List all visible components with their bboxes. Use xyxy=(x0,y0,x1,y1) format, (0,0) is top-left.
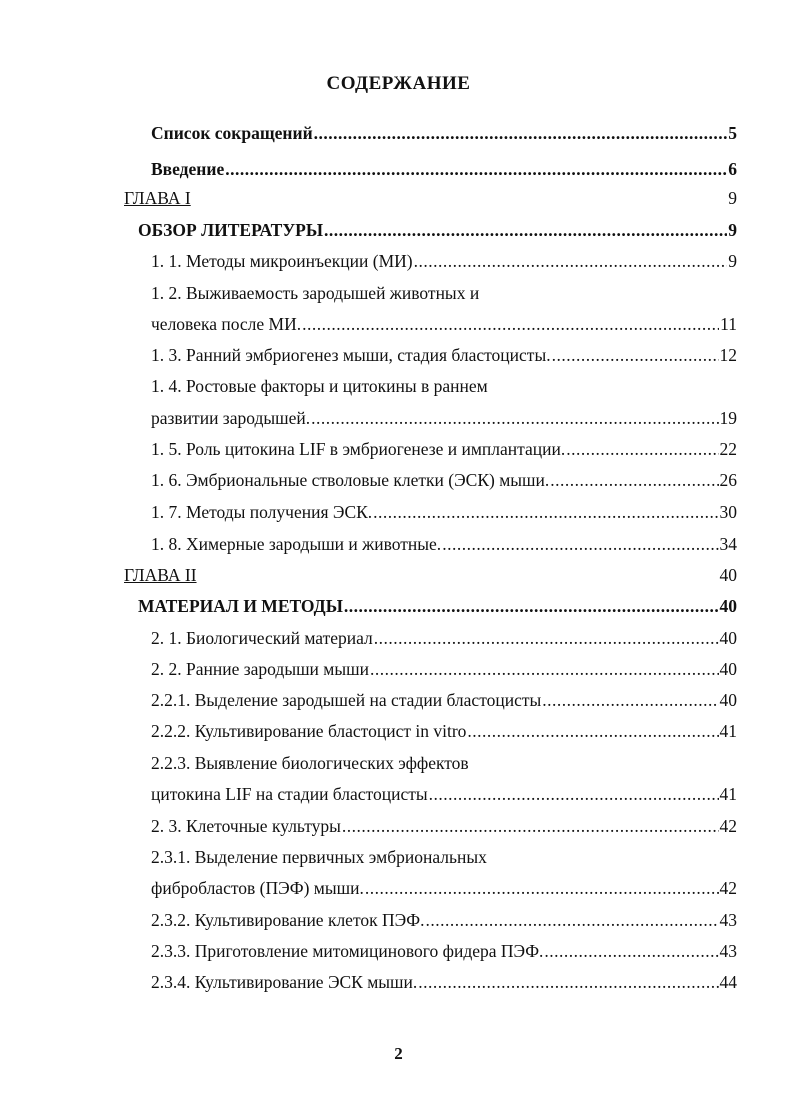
toc-entry-2-3 xyxy=(151,815,737,837)
toc-leader-dots xyxy=(365,877,719,899)
toc-entry-1-8 xyxy=(151,533,737,555)
toc-entry-2-2-3 xyxy=(151,783,737,805)
toc-leader-dots xyxy=(467,720,718,742)
toc-entry-page: 41 xyxy=(719,784,737,804)
toc-entry-label: 2.3.3. Приготовление митомицинового фидера ПЭФ. xyxy=(151,941,544,961)
toc-entry-page: 9 xyxy=(728,251,737,271)
toc-entry-1-1 xyxy=(151,250,737,272)
toc-entry-page: 19 xyxy=(719,408,737,428)
toc-entry-label: 1. 6. Эмбриональные стволовые клетки (ЭСК) мыши. xyxy=(151,470,550,490)
toc-entry-page: 40 xyxy=(719,565,737,585)
toc-leader-dots xyxy=(425,909,718,931)
toc-entry-label: 2.3.2. Культивирование клеток ПЭФ. xyxy=(151,910,425,930)
toc-entry-page: 42 xyxy=(719,816,737,836)
toc-chapter-label: ГЛАВА II xyxy=(124,565,197,585)
toc-entry-2-1 xyxy=(151,627,737,649)
toc-entry-1-4-line1: 1. 4. Ростовые факторы и цитокины в раннем xyxy=(151,376,488,396)
toc-entry-page: 40 xyxy=(719,596,737,616)
toc-leader-dots xyxy=(324,219,727,241)
toc-entry-1-2-line1: 1. 2. Выживаемость зародышей животных и xyxy=(151,283,480,303)
toc-entry-label: 1. 3. Ранний эмбриогенез мыши, стадия бластоцисты. xyxy=(151,345,551,365)
toc-chapter-1 xyxy=(124,187,737,209)
toc-entry-2-2-1 xyxy=(151,689,737,711)
toc-leader-dots xyxy=(373,501,718,523)
toc-entry-literature-review xyxy=(138,219,737,241)
toc-entry-label: ОБЗОР ЛИТЕРАТУРЫ xyxy=(138,220,324,240)
toc-entry-label: 2. 1. Биологический материал xyxy=(151,628,373,648)
toc-entry-1-5 xyxy=(151,438,737,460)
toc-leader-dots xyxy=(314,122,728,144)
toc-entry-page: 44 xyxy=(719,972,737,992)
toc-entry-label: 1. 5. Роль цитокина LIF в эмбриогенезе и имплантации. xyxy=(151,439,566,459)
toc-leader-dots xyxy=(370,658,719,680)
toc-leader-dots xyxy=(414,250,728,272)
toc-entry-materials-methods xyxy=(138,595,737,617)
toc-leader-dots xyxy=(542,689,718,711)
page-number: 2 xyxy=(394,1044,403,1063)
toc-entry-label: 2. 3. Клеточные культуры xyxy=(151,816,341,836)
toc-entry-label: МАТЕРИАЛ И МЕТОДЫ xyxy=(138,596,343,616)
toc-entry-2-2 xyxy=(151,658,737,680)
toc-entry-label: Список сокращений xyxy=(151,123,313,143)
toc-entry-2-3-4 xyxy=(151,971,737,993)
toc-leader-dots xyxy=(550,469,718,491)
toc-entry-label: 2. 2. Ранние зародыши мыши xyxy=(151,659,369,679)
toc-entry-page: 41 xyxy=(719,721,737,741)
toc-leader-dots xyxy=(342,815,719,837)
toc-entry-label: развитии зародышей. xyxy=(151,408,311,428)
toc-entry-page: 43 xyxy=(719,910,737,930)
toc-leader-dots xyxy=(566,438,718,460)
toc-entry-label: Введение xyxy=(151,159,225,179)
toc-entry-introduction xyxy=(151,158,737,180)
toc-entry-label: 2.2.2. Культивирование бластоцист in vitro xyxy=(151,721,467,741)
toc-entry-2-2-3-line1: 2.2.3. Выявление биологических эффектов xyxy=(151,753,469,773)
toc-entry-2-3-2 xyxy=(151,909,737,931)
toc-entry-page: 40 xyxy=(719,659,737,679)
toc-entry-2-3-1-line1: 2.3.1. Выделение первичных эмбриональных xyxy=(151,847,487,867)
toc-entry-label: 1. 8. Химерные зародыши и животные. xyxy=(151,534,442,554)
toc-entry-label: цитокина LIF на стадии бластоцисты xyxy=(151,784,428,804)
toc-entry-1-3 xyxy=(151,344,737,366)
toc-entry-page: 34 xyxy=(719,534,737,554)
toc-leader-dots xyxy=(429,783,719,805)
toc-entry-label: 2.3.4. Культивирование ЭСК мыши. xyxy=(151,972,418,992)
toc-leader-dots xyxy=(442,533,718,555)
toc-entry-label: 1. 1. Методы микроинъекции (МИ) xyxy=(151,251,413,271)
toc-entry-page: 42 xyxy=(719,878,737,898)
toc-chapter-label: ГЛАВА I xyxy=(124,188,191,208)
toc-entry-2-3-1 xyxy=(151,877,737,899)
toc-leader-dots xyxy=(311,407,718,429)
toc-entry-page: 22 xyxy=(719,439,737,459)
toc-entry-1-7 xyxy=(151,501,737,523)
toc-entry-2-2-2 xyxy=(151,720,737,742)
toc-leader-dots xyxy=(418,971,718,993)
toc-entry-1-2 xyxy=(151,313,737,335)
toc-entry-page: 30 xyxy=(719,502,737,522)
toc-leader-dots xyxy=(302,313,719,335)
toc-entry-page: 43 xyxy=(719,941,737,961)
toc-entry-label: человека после МИ. xyxy=(151,314,302,334)
toc-entry-page: 9 xyxy=(728,220,737,240)
toc-entry-page: 12 xyxy=(719,345,737,365)
toc-leader-dots xyxy=(552,344,719,366)
toc-leader-dots xyxy=(544,940,718,962)
toc-leader-dots xyxy=(225,158,727,180)
toc-entry-page: 5 xyxy=(728,123,737,143)
toc-leader-dots xyxy=(374,627,719,649)
page-title: СОДЕРЖАНИЕ xyxy=(326,73,471,94)
toc-entry-page: 11 xyxy=(720,314,737,334)
toc-entry-1-6 xyxy=(151,469,737,491)
toc-chapter-2 xyxy=(124,564,737,586)
toc-entry-page: 6 xyxy=(728,159,737,179)
toc-entry-1-4 xyxy=(151,407,737,429)
toc-entry-abbreviations xyxy=(151,122,737,144)
toc-entry-page: 40 xyxy=(719,690,737,710)
toc-entry-label: 1. 7. Методы получения ЭСК. xyxy=(151,502,373,522)
toc-entry-page: 26 xyxy=(719,470,737,490)
toc-entry-label: 2.2.1. Выделение зародышей на стадии бластоцисты xyxy=(151,690,542,710)
toc-leader-dots xyxy=(344,595,719,617)
toc-entry-label: фибробластов (ПЭФ) мыши. xyxy=(151,878,364,898)
toc-entry-2-3-3 xyxy=(151,940,737,962)
toc-entry-page: 9 xyxy=(728,188,737,208)
toc-entry-page: 40 xyxy=(719,628,737,648)
